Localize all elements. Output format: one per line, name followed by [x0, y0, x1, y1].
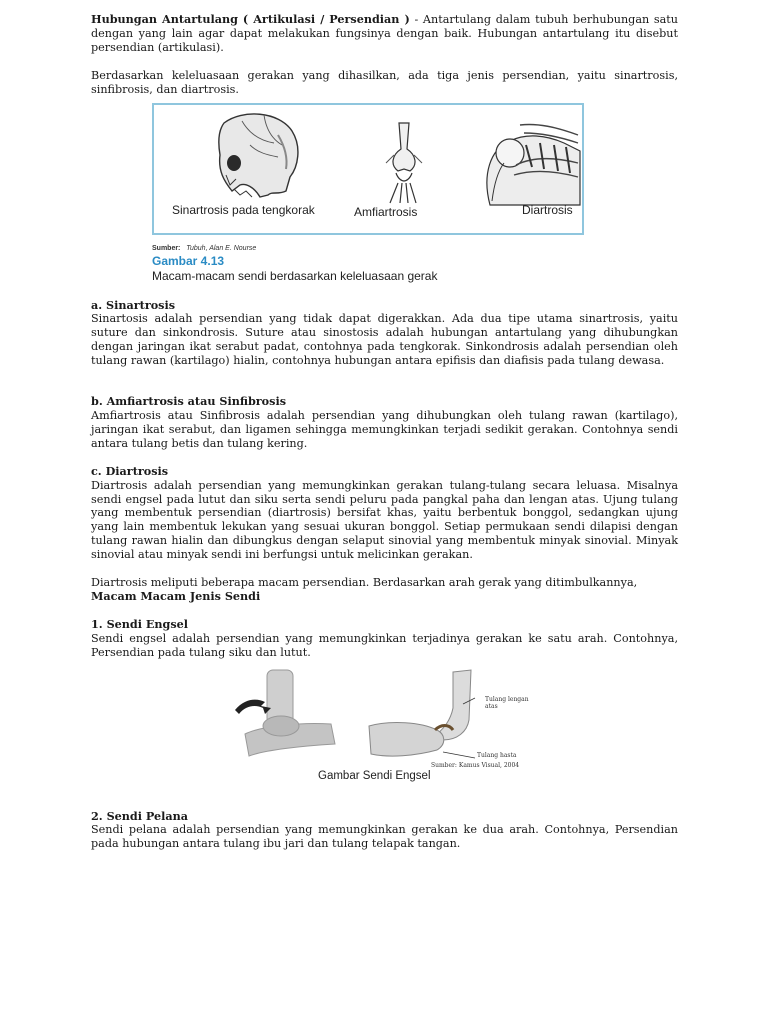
label-diartrosis: Diartrosis — [522, 202, 573, 217]
text-sendi-engsel: Sendi engsel adalah persendian yang memungkinkan terjadinya gerakan ke satu arah. Contohnya, Persendian pada tulang siku dan lutut. — [91, 631, 678, 659]
text-sinartrosis: Sinartosis adalah persendian yang tidak dapat digerakkan. Ada dua tipe utama sinartrosis, yaitu suture dan sinkondrosis. Suture atau sinostosis adalah hubungan antartulang yang dihubungkan dengan jaringan ikat serabut padat, contohnya pada tengkorak. Sinkondrosis adalah persendian oleh tulang rawan (kartilago) hialin, contohnya hubungan antara epifisis dan diafisis pada tulang dewasa. — [91, 312, 678, 368]
heading-amfiartrosis: b. Amfiartrosis atau Sinfibrosis — [91, 394, 286, 409]
heading-sinartrosis: a. Sinartrosis — [91, 297, 176, 312]
heading-sendi-pelana: 2. Sendi Pelana — [91, 808, 188, 823]
figure-hinge-joint — [91, 668, 678, 790]
intro-paragraph — [91, 13, 678, 55]
heading-diartrosis: c. Diartrosis — [91, 463, 169, 478]
heading-sendi-engsel: 1. Sendi Engsel — [91, 616, 189, 631]
figure2-source: Sumber: Kamus Visual, 2004 — [431, 761, 520, 769]
intro2-paragraph: Berdasarkan keleluasaan gerakan yang dihasilkan, ada tiga jenis persendian, yaitu sinartrosis, sinfibrosis, dan diartrosis. — [91, 68, 678, 96]
intro-text: - Antartulang dalam tubuh berhubungan satu dengan yang lain agar dapat melakukan fungsinya dengan baik. Hubungan antartulang itu disebut persendian (artikulasi). — [91, 13, 678, 54]
shoulder-illustration — [487, 124, 580, 205]
elbow-illustration — [369, 670, 475, 758]
label-sinartrosis: Sinartrosis pada tengkorak — [172, 202, 315, 217]
text-diartrosis: Diartrosis adalah persendian yang memungkinkan gerakan tulang-tulang secara leluasa. Misalnya sendi engsel pada lutut dan siku serta sendi peluru pada pangkal paha dan lengan atas. Ujung tulang yang membentuk persendian (diartrosis) bersifat khas, yaitu berbentuk bonggol, sedangkan ujung yang lain membentuk lekukan yang sesuai ukuran bonggol. Setiap permukaan sendi dilapisi dengan tulang rawan hialin dan dibungkus dengan selaput sinovial yang membentuk minyak sinovial. Minyak sinovial atau minyak sendi ini berfungsi untuk melicinkan gerakan. — [91, 478, 678, 562]
hinge-model-illustration — [235, 670, 335, 756]
text-amfiartrosis: Amfiartrosis atau Sinfibrosis adalah persendian yang dihubungkan oleh tulang rawan (kartilago), jaringan ikat serabut, dan ligamen sehingga memungkinkan terjadi sedikit gerakan. Contohnya sendi antara tulang betis dan tulang kering. — [91, 408, 678, 450]
label-ulna: Tulang hasta — [477, 751, 517, 759]
figure-caption: Macam-macam sendi berdasarkan keleluasaan gerak — [152, 268, 438, 283]
figure-joint-types — [91, 103, 678, 299]
figure2-caption: Gambar Sendi Engsel — [318, 769, 431, 782]
source-text: Tubuh, Alan E. Nourse — [186, 244, 257, 252]
knee-illustration — [386, 123, 422, 203]
document-body — [91, 13, 678, 851]
text-sendi-pelana: Sendi pelana adalah persendian yang memungkinkan gerakan ke dua arah. Contohnya, Persendian pada hubungan antara tulang ibu jari dan tulang telapak tangan. — [91, 823, 678, 851]
label-upper-arm-bone: Tulang lengan atas — [485, 695, 529, 710]
source-label: Sumber: — [152, 244, 181, 252]
figure-frame — [152, 103, 584, 235]
figure-number: Gambar 4.13 — [152, 253, 225, 268]
diartrosis-note: Diartrosis meliputi beberapa macam persendian. Berdasarkan arah gerak yang ditimbulkannya, — [91, 576, 638, 590]
label-amfiartrosis: Amfiartrosis — [354, 204, 418, 219]
heading-macam-sendi: Macam Macam Jenis Sendi — [91, 588, 261, 603]
skull-illustration — [219, 114, 298, 197]
intro-title: Hubungan Antartulang ( Artikulasi / Persendian ) — [91, 12, 410, 26]
